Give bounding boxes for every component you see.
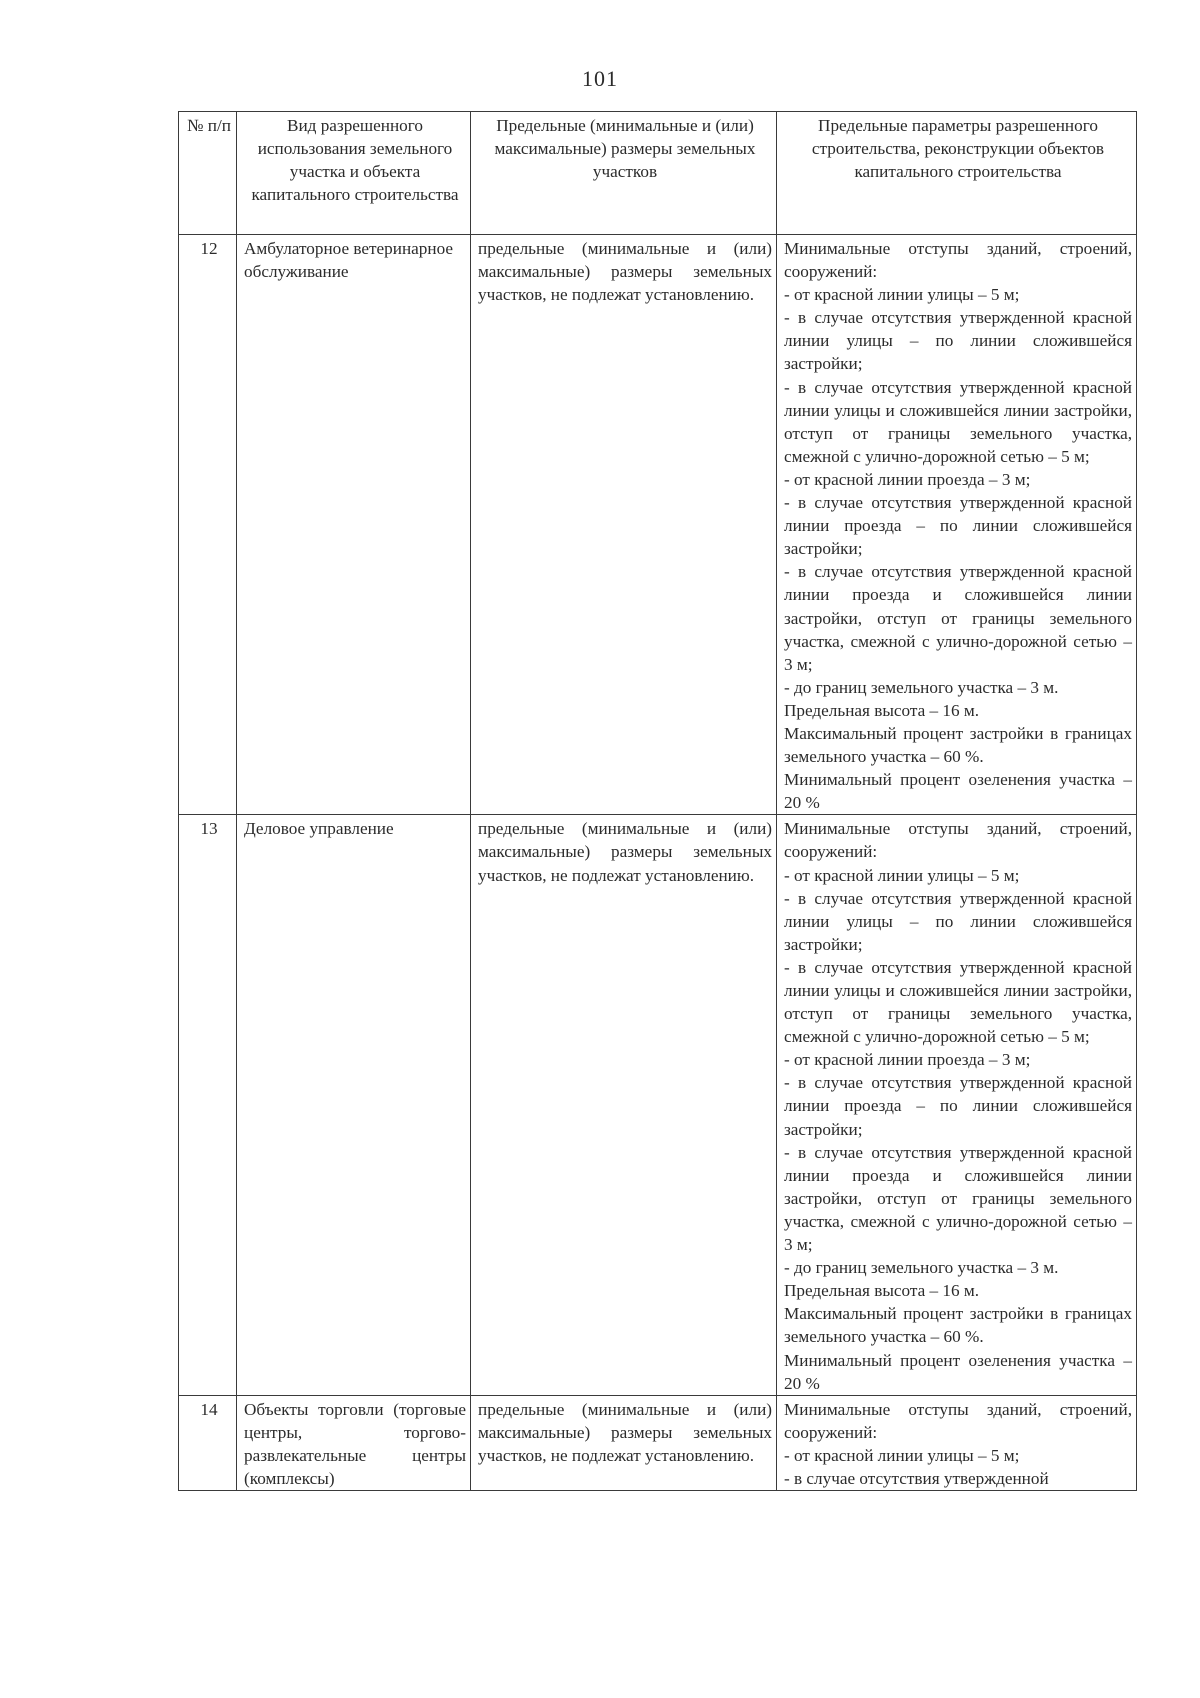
table-header-row [179, 112, 1137, 235]
param-line: - от красной линии проезда – 3 м; [784, 469, 1031, 489]
param-line: - в случае отсутствия утвержденной красной линии проезда и сложившейся линии застройки, отступ от границы земельного участка, смежной с улично-дорожной сетью – 3 м; [784, 1142, 1132, 1255]
params-cell [777, 235, 1137, 815]
param-line: Предельная высота – 16 м. [784, 1281, 980, 1301]
param-line: - в случае отсутствия утвержденной красной линии улицы – по линии сложившейся застройки; [784, 888, 1132, 954]
header-number: № п/п [179, 112, 237, 235]
use-type-cell: Деловое управление [237, 815, 471, 1395]
param-line: - до границ земельного участка – 3 м. [784, 1258, 1059, 1278]
param-line: - от красной линии улицы – 5 м; [784, 865, 1020, 885]
param-line: - в случае отсутствия утвержденной красной линии проезда – по линии сложившейся застройки; [784, 1073, 1132, 1139]
row-number: 12 [179, 235, 237, 815]
param-line: - в случае отсутствия утвержденной [784, 1468, 1049, 1488]
table-row [179, 235, 1137, 815]
table-row [179, 1395, 1137, 1490]
param-line: Минимальный процент озеленения участка – 20 % [784, 1350, 1132, 1393]
param-line: Минимальные отступы зданий, строений, сооружений: [784, 819, 1132, 862]
header-plot-size: Предельные (минимальные и (или) максимальные) размеры земельных участков [471, 112, 777, 235]
row-number: 13 [179, 815, 237, 1395]
param-line: Максимальный процент застройки в границах земельного участка – 60 %. [784, 723, 1132, 767]
param-line: - до границ земельного участка – 3 м. [784, 677, 1059, 697]
param-line: - от красной линии улицы – 5 м; [784, 285, 1020, 305]
param-line: Минимальные отступы зданий, строений, сооружений: [784, 1399, 1132, 1442]
table-row [179, 815, 1137, 1395]
plot-size-cell: предельные (минимальные и (или) максимальные) размеры земельных участков, не подлежат установлению. [471, 235, 777, 815]
param-line: - в случае отсутствия утвержденной красной линии проезда и сложившейся линии застройки, отступ от границы земельного участка, смежной с улично-дорожной сетью – 3 м; [784, 562, 1132, 674]
param-line: - в случае отсутствия утвержденной красной линии улицы – по линии сложившейся застройки; [784, 308, 1132, 374]
use-type-cell: Объекты торговли (торговые центры, торгово-развлекательные центры (комплексы) [237, 1395, 471, 1490]
param-line: Минимальный процент озеленения участка – 20 % [784, 770, 1132, 813]
params-cell [777, 815, 1137, 1395]
param-line: Предельная высота – 16 м. [784, 700, 980, 720]
plot-size-cell: предельные (минимальные и (или) максимальные) размеры земельных участков, не подлежат установлению. [471, 1395, 777, 1490]
param-line: - в случае отсутствия утвержденной красной линии улицы и сложившейся линии застройки, отступ от границы земельного участка, смежной с улично-дорожной сетью – 5 м; [784, 377, 1132, 466]
params-cell [777, 1395, 1137, 1490]
use-type-cell: Амбулаторное ветеринарное обслуживание [237, 235, 471, 815]
param-line: - в случае отсутствия утвержденной красной линии проезда – по линии сложившейся застройки; [784, 493, 1132, 559]
header-params: Предельные параметры разрешенного строительства, реконструкции объектов капитального строительства [777, 112, 1137, 235]
param-line: Максимальный процент застройки в границах земельного участка – 60 %. [784, 1304, 1132, 1347]
param-line: - в случае отсутствия утвержденной красной линии улицы и сложившейся линии застройки, отступ от границы земельного участка, смежной с улично-дорожной сетью – 5 м; [784, 957, 1132, 1047]
param-line: Минимальные отступы зданий, строений, сооружений: [784, 239, 1132, 282]
header-use-type: Вид разрешенного использования земельного участка и объекта капитального строительства [237, 112, 471, 235]
page-number: 101 [582, 66, 618, 91]
row-number: 14 [179, 1395, 237, 1490]
plot-size-cell: предельные (минимальные и (или) максимальные) размеры земельных участков, не подлежат установлению. [471, 815, 777, 1395]
land-use-table [178, 111, 1137, 1491]
param-line: - от красной линии проезда – 3 м; [784, 1050, 1031, 1070]
param-line: - от красной линии улицы – 5 м; [784, 1445, 1020, 1465]
